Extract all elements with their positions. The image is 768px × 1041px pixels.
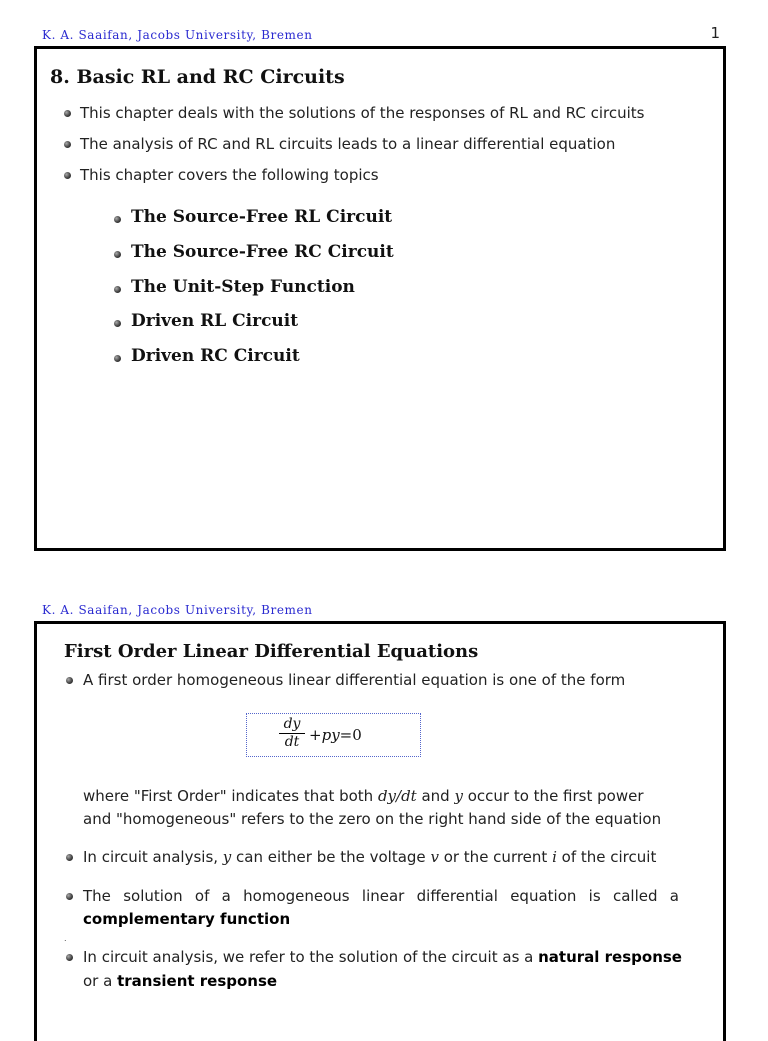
topic-item-5: Driven RC Circuit [131,346,300,366]
bullet-icon [66,854,73,861]
page-number: 1 [710,24,720,42]
slide1-title: 8. Basic RL and RC Circuits [50,66,345,88]
bullet-icon [114,286,121,293]
math-v: v [430,848,439,866]
equation-fraction [277,716,307,751]
stray-mark: . [64,934,67,943]
term-transient-response: transient response [117,972,278,990]
equation-rest [309,726,362,744]
bullet-icon [114,216,121,223]
slide2-bullet-1: A first order homogeneous linear differential equation is one of the form [83,671,626,689]
topic-item-4: Driven RL Circuit [131,311,299,331]
math-y: y [222,848,232,866]
slide1-bullet-1: This chapter deals with the solutions of the responses of RL and RC circuits [80,104,645,122]
term-natural-response: natural response [538,948,682,966]
slide2-bullet-4-line-2: or a transient response [83,972,278,990]
bullet-icon [64,141,71,148]
bullet-icon [64,110,71,117]
slide1-bullet-2: The analysis of RC and RL circuits leads to a linear differential equation [80,135,616,153]
math-y: y [454,787,463,805]
slide2-bullet-2: In circuit analysis, y can either be the voltage v or the current i of the circuit [83,848,657,866]
slide2-bullet-3-line-2: complementary function [83,910,291,928]
where-line-1: where "First Order" indicates that both dy/dt and y occur to the first power [83,787,644,805]
slide2-title: First Order Linear Differential Equations [64,641,479,662]
eq-y: y [331,726,340,744]
where-line-2: and "homogeneous" refers to the zero on the right hand side of the equation [83,810,662,828]
topic-item-2: The Source-Free RC Circuit [131,242,394,262]
bullet-icon [114,251,121,258]
math-i: i [552,848,557,866]
slide1-header: K. A. Saaifan, Jacobs University, Bremen [42,28,313,42]
topic-item-1: The Source-Free RL Circuit [131,207,393,227]
bullet-icon [66,893,73,900]
slide1-bullet-3: This chapter covers the following topics [80,166,379,184]
math-dydt: dy/dt [377,787,417,805]
fraction-denominator: dt [284,734,300,750]
slide2-bullet-4-line-1: In circuit analysis, we refer to the solution of the circuit as a natural response [83,948,682,966]
bullet-icon [114,320,121,327]
eq-p: p [321,726,332,744]
slide2-header: K. A. Saaifan, Jacobs University, Bremen [42,603,313,617]
fraction-numerator: dy [283,716,301,732]
bullet-icon [64,172,71,179]
eq-equals-zero: =0 [339,726,362,744]
bullet-icon [66,677,73,684]
bullet-icon [66,954,73,961]
eq-plus: + [309,726,322,744]
equation-box [246,713,421,757]
topic-item-3: The Unit-Step Function [131,277,355,297]
bullet-icon [114,355,121,362]
slide2-bullet-3-line-1: The solution of a homogeneous linear differential equation is called a [83,887,679,905]
